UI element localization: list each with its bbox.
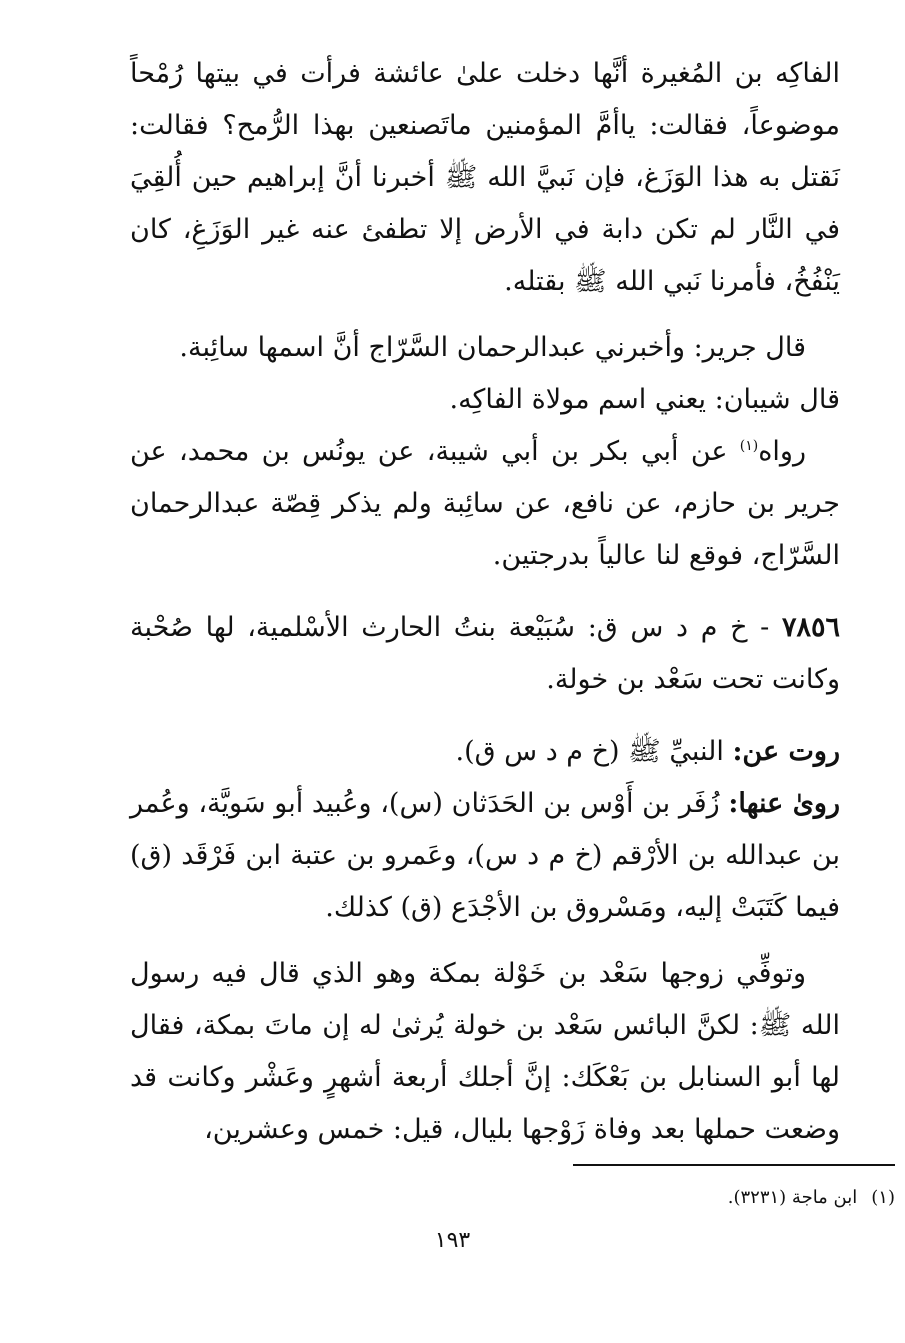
rawa-text: زُفَر بن أَوْس بن الحَدَثان (س)، وعُبيد أبو سَويَّة، وعُمر بن عبدالله بن الأرْقم (خ م د س)، وعَمرو بن عتبة ابن فَرْقَد (ق) فيما كَتَبَتْ إليه، ومَسْروق بن الأجْدَع (ق) كذلك. (130, 788, 840, 923)
rawa-label: روىٰ عنها: (728, 788, 840, 819)
entry-heading (130, 602, 840, 706)
paragraph-rawa-anha (130, 778, 840, 934)
entry-number: ٧٨٥٦ (781, 612, 840, 643)
riwayah-text: عن أبي بكر بن أبي شيبة، عن يونُس بن محمد، عن جرير بن حازم، عن نافع، عن سائِبة ولم يذكر قِصّة عبدالرحمان السَّرّاج، فوقع لنا عالياً بدرجتين. (130, 436, 840, 571)
riwayah-lead: رواه (758, 436, 806, 467)
footnote-text: ابن ماجة (٣٢٣١). (727, 1187, 858, 1208)
paragraph-jarir: قال جرير: وأخبرني عبدالرحمان السَّرّاج أنَّ اسمها سائِبة. (179, 332, 806, 363)
footnote-divider (573, 1164, 895, 1166)
page-body (130, 48, 840, 1288)
entry-text: - خ م د س ق: سُبَيْعة بنتُ الحارث الأسْلمية، لها صُحْبة وكانت تحت سَعْد بن خولة. (130, 612, 840, 695)
rawat-text: النبيِّ ﷺ (خ م د س ق). (455, 736, 733, 767)
paragraph-narration: الفاكِه بن المُغيرة أنَّها دخلت علىٰ عائشة فرأت في بيتها رُمْحاً موضوعاً، فقالت: ياأمَّ المؤمنين ماتَصنعين بهذا الرُّمح؟ فقالت: نَقتل به هذا الوَزَغ، فإن نَبيَّ الله ﷺ أخبرنا أنَّ إبراهيم حين أُلقِيَ في النَّار لم تكن دابة في الأرض إلا تطفئ عنه غير الوَزَغِ، كان يَنْفُخُ، فأمرنا نَبي الله ﷺ بقتله. (130, 58, 840, 297)
paragraph-rawat-an (130, 726, 840, 778)
footnote-reference: (١) (739, 438, 759, 454)
page-number: ١٩٣ (434, 1228, 471, 1253)
footnote (728, 1186, 895, 1210)
rawat-label: روت عن: (732, 736, 840, 767)
paragraph-death: وتوفِّي زوجها سَعْد بن خَوْلة بمكة وهو الذي قال فيه رسول الله ﷺ: لكنَّ البائس سَعْد بن خولة يُرثىٰ له إن ماتَ بمكة، فقال لها أبو السنابل بن بَعْكَك: إنَّ أجلك أربعة أشهرٍ وعَشْر وكانت قد وضعت حملها بعد وفاة زَوْجها بليال، قيل: خمس وعشرين، (130, 958, 840, 1145)
paragraph-riwayah (130, 426, 840, 582)
footnote-mark: (١) (871, 1187, 895, 1208)
paragraph-shayban: قال شيبان: يعني اسم مولاة الفاكِه. (449, 384, 840, 415)
